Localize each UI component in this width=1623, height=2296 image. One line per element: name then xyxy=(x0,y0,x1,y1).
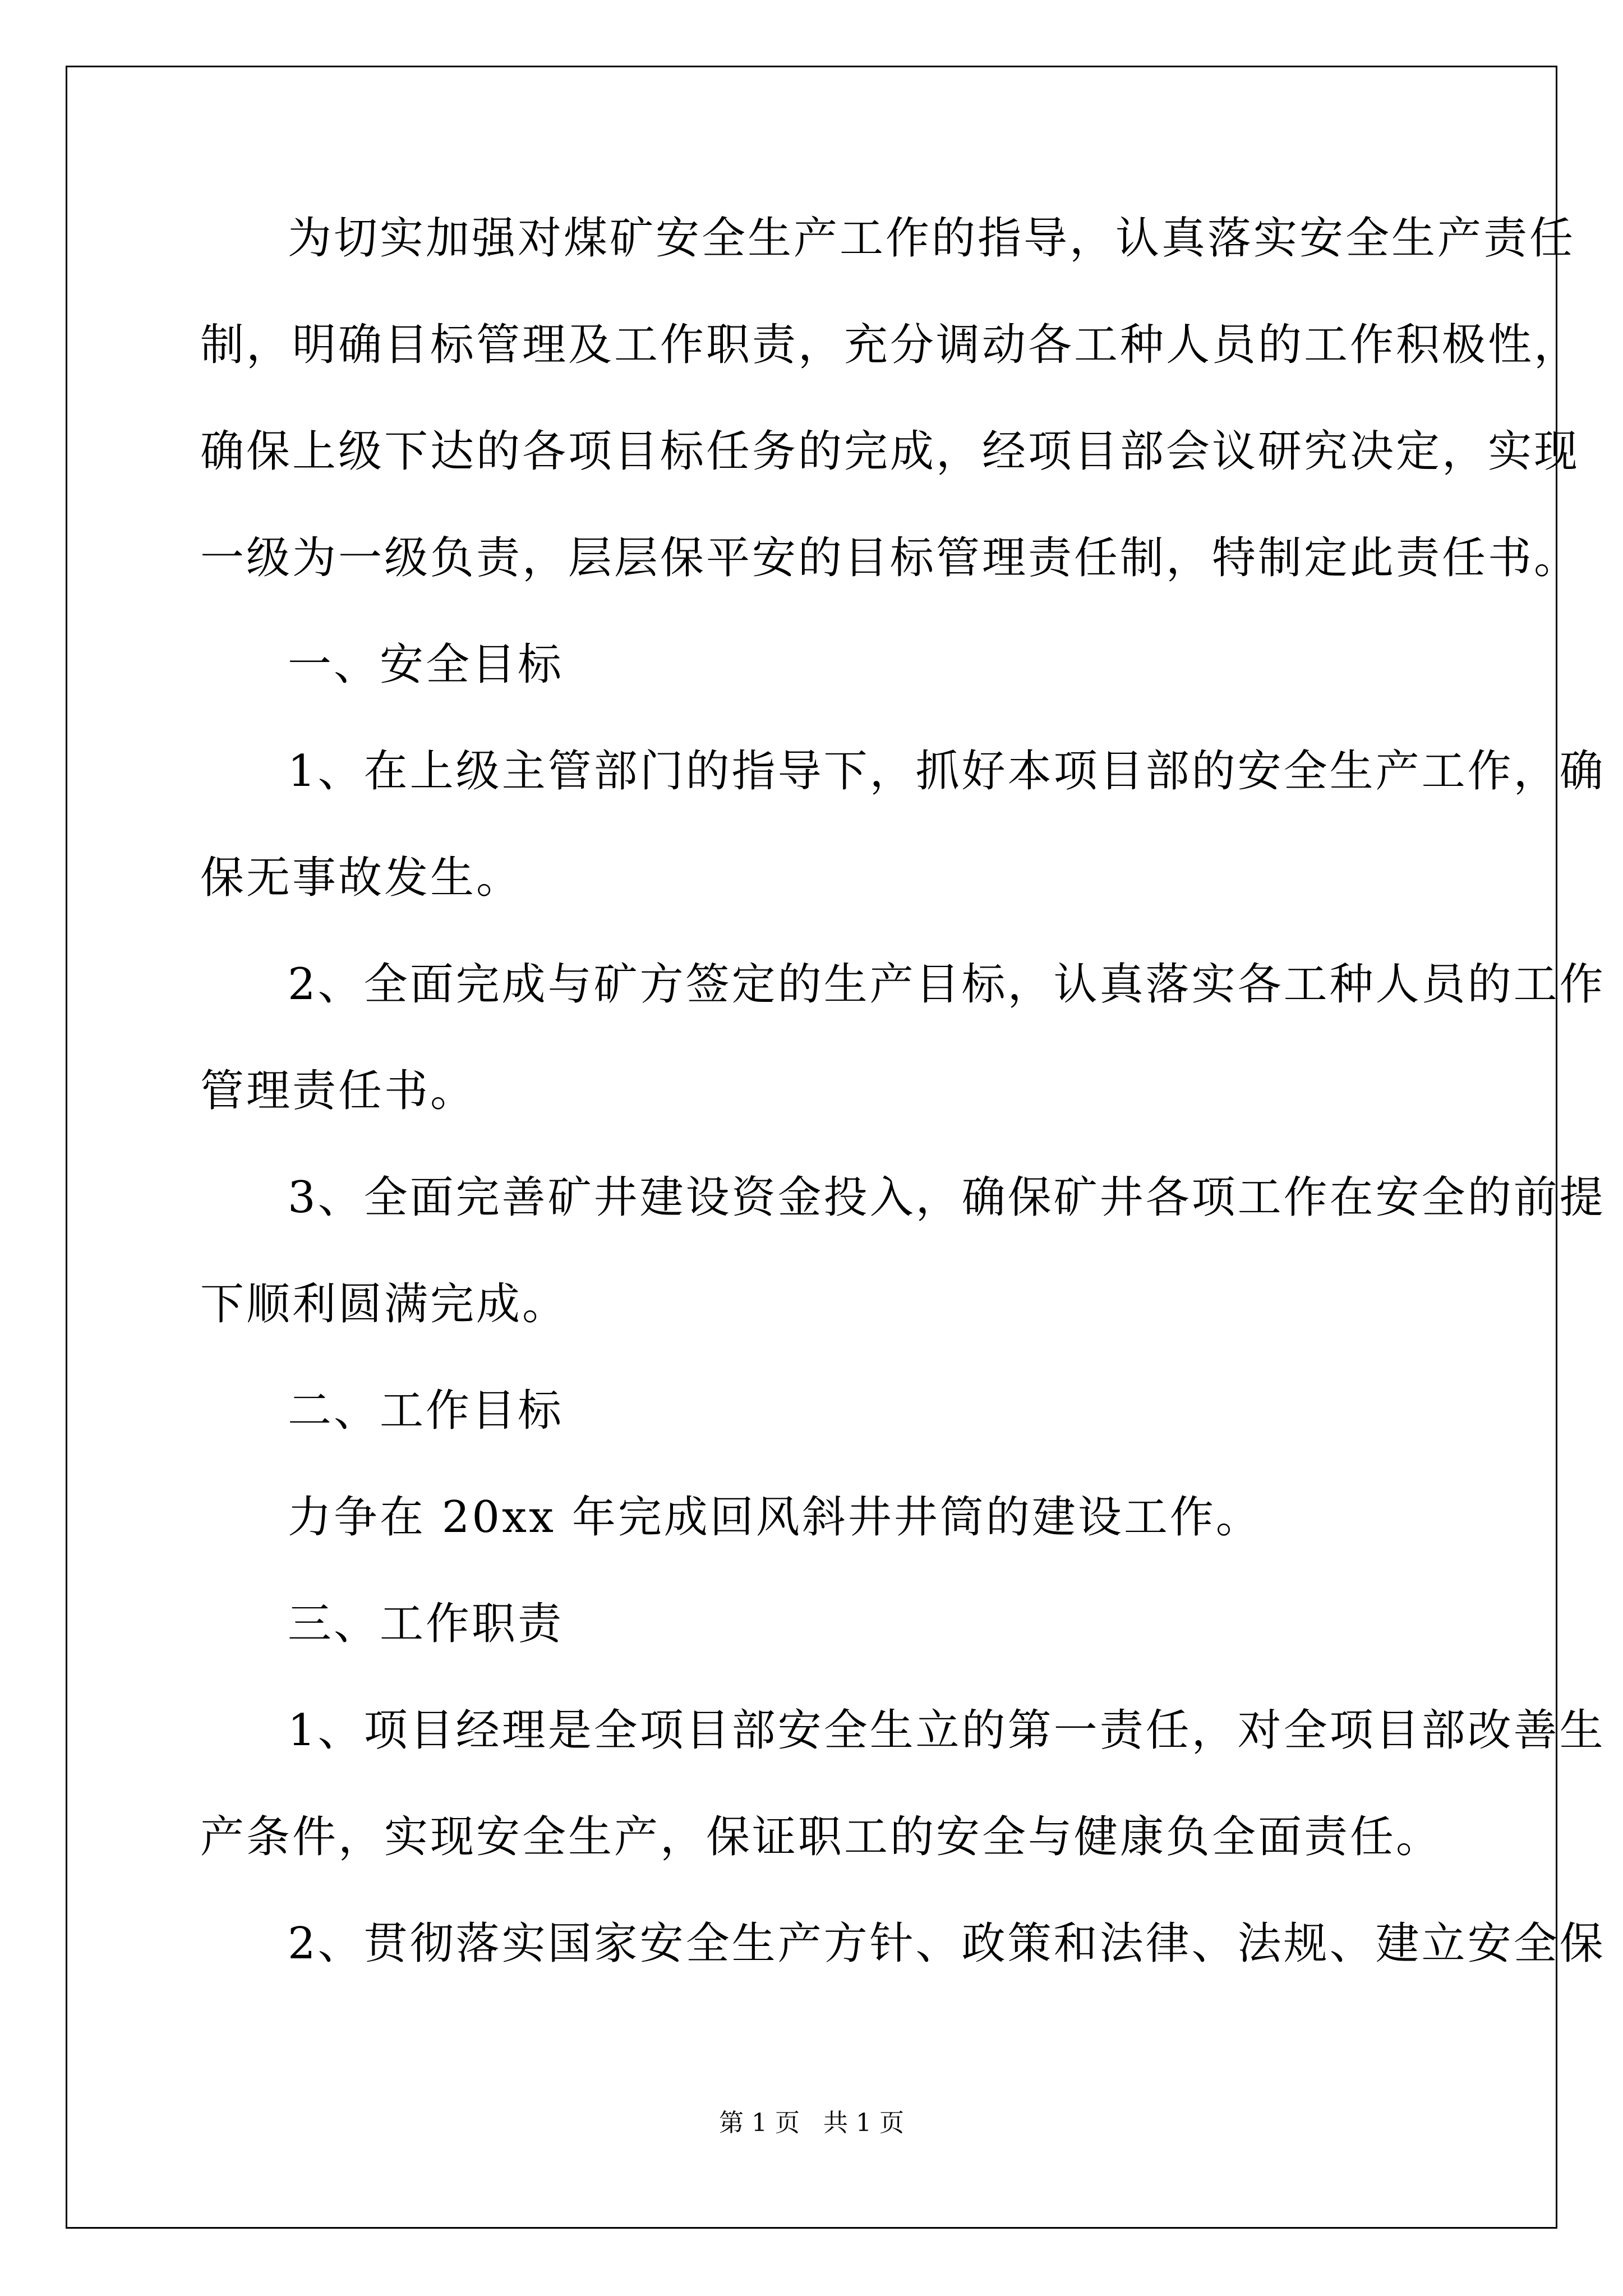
text-line-6: 1、在上级主管部门的指导下，抓好本项目部的安全生产工作，确 xyxy=(288,746,1606,797)
text-line-10: 3、全面完善矿井建设资金投入，确保矿井各项工作在安全的前提 xyxy=(288,1172,1606,1223)
text-line-3: 确保上级下达的各项目标任务的完成，经项目部会议研究决定，实现 xyxy=(200,426,1580,477)
section-heading-work-duties: 三、工作职责 xyxy=(288,1599,564,1649)
text-line-13: 力争在 20xx 年完成回风斜井井筒的建设工作。 xyxy=(288,1492,1262,1543)
document-body xyxy=(200,185,1606,1997)
text-line-2: 制，明确目标管理及工作职责，充分调动各工种人员的工作积极性， xyxy=(200,320,1580,370)
page-footer: 第 1 页 共 1 页 xyxy=(719,2109,904,2137)
text-line-16: 产条件，实现安全生产，保证职工的安全与健康负全面责任。 xyxy=(200,1812,1442,1862)
section-heading-safety-goals: 一、安全目标 xyxy=(288,639,564,690)
text-line-11: 下顺利圆满完成。 xyxy=(200,1279,569,1329)
text-line-7: 保无事故发生。 xyxy=(200,853,523,903)
text-line-1: 为切实加强对煤矿安全生产工作的指导，认真落实安全生产责任 xyxy=(288,213,1576,264)
text-line-15: 1、项目经理是全项目部安全生立的第一责任，对全项目部改善生 xyxy=(288,1705,1606,1756)
text-line-4: 一级为一级负责，层层保平安的目标管理责任制，特制定此责任书。 xyxy=(200,533,1580,583)
text-line-9: 管理责任书。 xyxy=(200,1066,477,1116)
section-heading-work-goals: 二、工作目标 xyxy=(288,1386,564,1436)
text-line-17: 2、贯彻落实国家安全生产方针、政策和法律、法规、建立安全保 xyxy=(288,1918,1606,1969)
text-line-8: 2、全面完成与矿方签定的生产目标，认真落实各工种人员的工作 xyxy=(288,959,1606,1010)
